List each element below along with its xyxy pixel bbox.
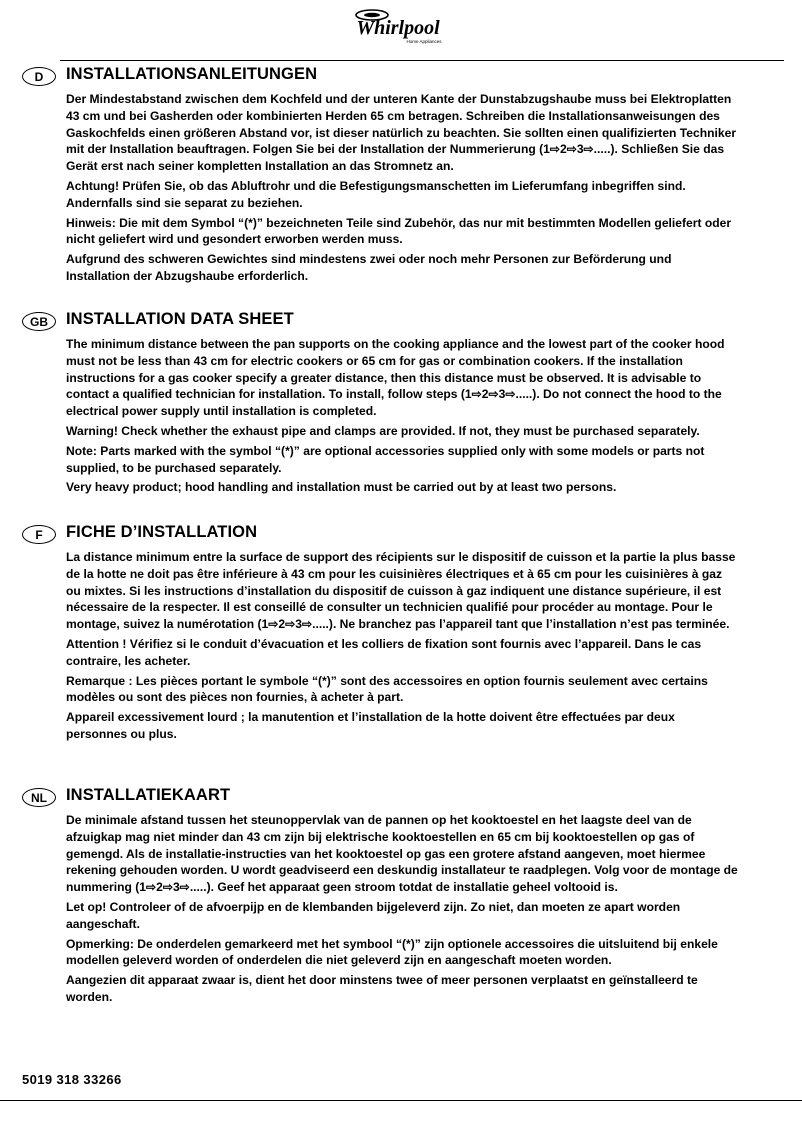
- bottom-rule: [0, 1100, 802, 1101]
- paragraph: Let op! Controleer of de afvoerpijp en de klembanden bijgeleverd zijn. Zo niet, dan moeten ze apart worden aangeschaft.: [66, 899, 681, 931]
- paragraph: Appareil excessivement lourd ; la manutention et l’installation de la hotte doivent être effectuées par deux personnes ou plus.: [66, 710, 675, 741]
- language-badge-de: D: [22, 67, 56, 86]
- section-body-de: [66, 91, 738, 288]
- paragraph: Aangezien dit apparaat zwaar is, dient het door minstens twee of meer personen verplaatst en geïnstalleerd te worden.: [66, 973, 698, 1004]
- section-body-fr: [66, 549, 738, 746]
- language-badge-fr: F: [22, 525, 56, 544]
- paragraph: De minimale afstand tussen het steunoppervlak van de pannen op het kooktoestel en het laagste deel van de afzuigkap mag niet minder dan 43 cm zijn bij elektrische kooktoestellen en 65 cm bij kooktoestellen op gas of gemengd. Als de installatie-instructies van het kooktoestel op gas een grotere afstand aangeven, moet hiermee rekening gehouden worden. U wordt geadviseerd een deskundig installateur te raadplegen. Volg voor de montage de nummering (1⇨2⇨3⇨.....). Geef het apparaat geen stroom totdat de installatie geheel voltooid is.: [66, 813, 738, 895]
- section-title-de: INSTALLATIONSANLEITUNGEN: [66, 65, 318, 83]
- language-badge-nl: NL: [22, 788, 56, 807]
- paragraph: La distance minimum entre la surface de support des récipients sur le dispositif de cuisson et la partie la plus basse de la hotte ne doit pas être inférieure à 43 cm pour les cuisinières électriques et à 65 cm pour les cuisinières à gaz ou mixtes. Si les instructions d’installation du dispositif de cuisson à gaz indiquent une distance supérieure, il est nécessaire de la respecter. Il est conseillé de consulter un technicien qualifié pour procéder au montage. Pour le montage, suivez la numérotation (1⇨2⇨3⇨.....). Ne branchez pas l’appareil tant que l’installation n’est pas terminée.: [66, 550, 736, 632]
- section-title-nl: INSTALLATIEKAART: [66, 786, 231, 804]
- paragraph: Hinweis: Die mit dem Symbol “(*)” bezeichneten Teile sind Zubehör, das nur mit bestimmten Modellen geliefert oder nicht geliefert wird und gesondert erworben werden muss.: [66, 215, 732, 247]
- paragraph: Aufgrund des schweren Gewichtes sind mindestens zwei oder noch mehr Personen zur Beförderung und Installation der Abzugshaube erforderlich.: [66, 252, 672, 283]
- brand-name: Whirlpool: [356, 17, 440, 39]
- section-body-nl: [66, 812, 738, 1009]
- section-title-gb: INSTALLATION DATA SHEET: [66, 310, 294, 328]
- paragraph: Achtung! Prüfen Sie, ob das Abluftrohr und die Befestigungsmanschetten im Lieferumfang inbegriffen sind. Andernfalls sind sie separat zu beziehen.: [66, 178, 686, 210]
- paragraph: Attention ! Vérifiez si le conduit d’évacuation et les colliers de fixation sont fournis avec l’appareil. Dans le cas contraire, les acheter.: [66, 636, 702, 668]
- top-rule: [60, 60, 784, 61]
- whirlpool-logo-mark: [340, 6, 460, 46]
- brand-tagline: Home Appliances: [406, 39, 442, 44]
- paragraph: Remarque : Les pièces portant le symbole “(*)” sont des accessoires en option fournis seulement avec certains modèles ou sont des pièces non fournies, à acheter à part.: [66, 673, 708, 705]
- section-title-fr: FICHE D’INSTALLATION: [66, 523, 258, 541]
- paragraph: The minimum distance between the pan supports on the cooking appliance and the lowest part of the cooker hood must not be less than 43 cm for electric cookers or 65 cm for gas or combination cookers. If the installation instructions for a gas cooker specify a greater distance, then this distance must be observed. It is advisable to contact a qualified technician for installation. To install, follow steps (1⇨2⇨3⇨.....). Do not connect the hood to the electrical power supply until installation is completed.: [66, 337, 725, 419]
- whirlpool-logo: [340, 6, 460, 46]
- paragraph: Note: Parts marked with the symbol “(*)” are optional accessories supplied only with some models or parts not supplied, to be purchased separately.: [66, 443, 705, 475]
- paragraph: Warning! Check whether the exhaust pipe and clamps are provided. If not, they must be purchased separately.: [66, 423, 700, 438]
- paragraph: Der Mindestabstand zwischen dem Kochfeld und der unteren Kante der Dunstabzugshaube muss bei Elektroplatten 43 cm und bei Gasherden oder kombinierten Herden 65 cm betragen. Schreiben die Installationsanweisungen des Gaskochfelds einen größeren Abstand vor, ist dieser natürlich zu beachten. Sie sollten einen qualifizierten Techniker mit der Installation beauftragen. Folgen Sie bei der Installation der Nummerierung (1⇨2⇨3⇨.....). Schließen Sie das Gerät erst nach seiner kompletten Installation an das Stromnetz an.: [66, 92, 737, 174]
- paragraph: Opmerking: De onderdelen gemarkeerd met het symbool “(*)” zijn optionele accessoires die uitsluitend bij enkele modellen geleverd worden of onderdelen die niet geleverd zijn en aangeschaft moeten worden.: [66, 936, 718, 968]
- paragraph: Very heavy product; hood handling and installation must be carried out by at least two persons.: [66, 480, 617, 495]
- section-body-gb: [66, 336, 738, 499]
- language-badge-gb: GB: [22, 312, 56, 331]
- document-number: 5019 318 33266: [22, 1072, 122, 1087]
